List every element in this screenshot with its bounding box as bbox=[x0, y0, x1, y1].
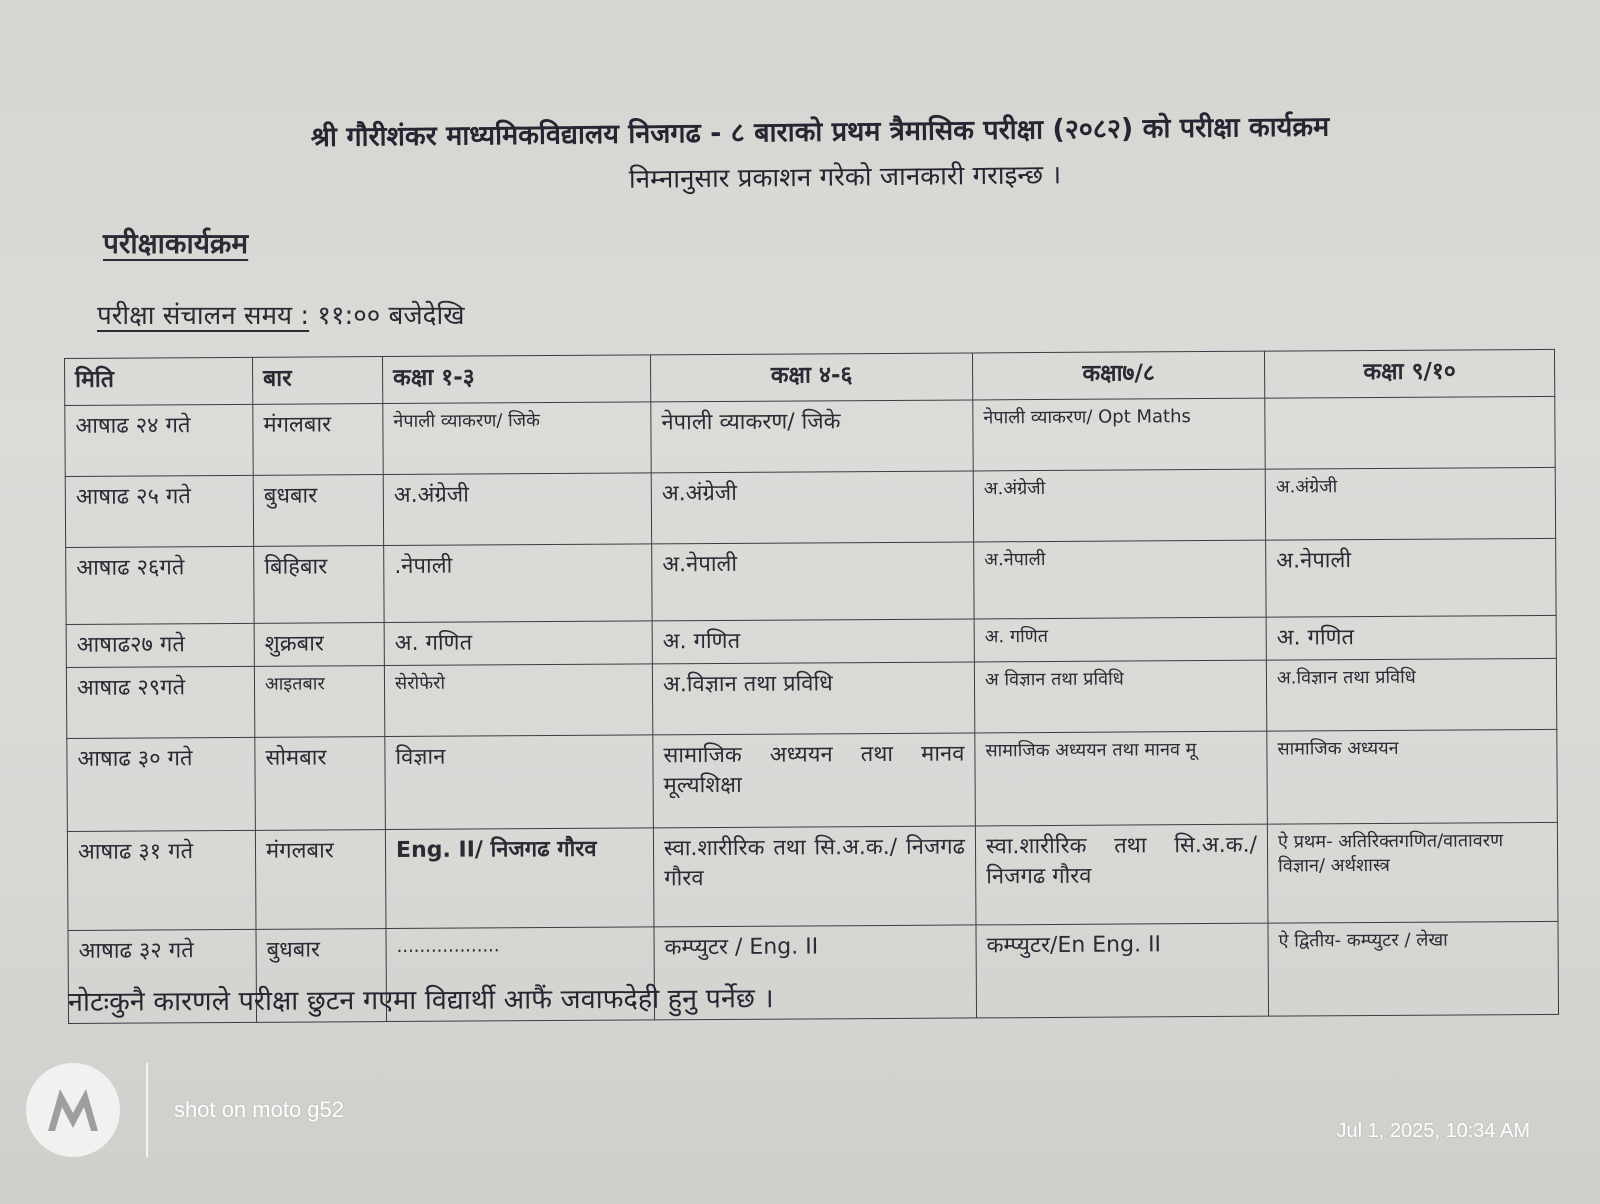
photo-timestamp: Jul 1, 2025, 10:34 AM bbox=[1336, 1120, 1530, 1142]
cell-class-4-6: अ.अंग्रेजी bbox=[651, 471, 973, 544]
cell-class-9-10: सामाजिक अध्ययन bbox=[1267, 729, 1558, 824]
cell-class-9-10: अ. गणित bbox=[1266, 615, 1556, 660]
cell-class-4-6: अ.विज्ञान तथा प्रविधि bbox=[652, 662, 974, 735]
cell-date: आषाढ २४ गते bbox=[65, 404, 253, 476]
table-row bbox=[67, 822, 1558, 930]
cell-day: बुधबार bbox=[253, 475, 383, 547]
header-date: मिति bbox=[65, 357, 253, 405]
cell-class-1-3: सेरोफेरो bbox=[384, 664, 652, 737]
cell-day: आइतबार bbox=[254, 666, 384, 738]
cell-class-9-10: अ.विज्ञान तथा प्रविधि bbox=[1266, 658, 1556, 731]
cell-date: आषाढ २६गते bbox=[66, 546, 254, 624]
cell-class-1-3: विज्ञान bbox=[385, 735, 654, 830]
cell-class-7-8: नेपाली व्याकरण/ Opt Maths bbox=[973, 398, 1265, 471]
cell-day: बिहिबार bbox=[254, 546, 384, 624]
header-class-4-6: कक्षा ४-६ bbox=[650, 353, 972, 402]
table-row bbox=[66, 538, 1556, 624]
cell-class-9-10: अ.नेपाली bbox=[1266, 538, 1556, 617]
cell-class-7-8: अ.अंग्रेजी bbox=[973, 469, 1265, 542]
document-title-line-2: निम्नानुसार प्रकाशन गरेको जानकारी गराइन्छ । bbox=[628, 160, 1062, 195]
cell-class-1-3: अ. गणित bbox=[384, 621, 652, 666]
cell-class-1-3: Eng. II/ निजगढ गौरव bbox=[385, 828, 654, 929]
cell-class-4-6: स्वा.शारीरिक तथा सि.अ.क./ निजगढ गौरव bbox=[653, 826, 976, 927]
footer-note: नोटःकुनै कारणले परीक्षा छुटन गएमा विद्यार्थी आफैं जवाफदेही हुनु पर्नेछ । bbox=[67, 983, 774, 1018]
cell-date: आषाढ ३० गते bbox=[67, 737, 256, 831]
cell-day: सोमबार bbox=[255, 737, 386, 831]
exam-time bbox=[97, 296, 464, 332]
cell-day: शुक्रबार bbox=[254, 623, 384, 667]
table-row bbox=[66, 658, 1556, 738]
table-row bbox=[65, 467, 1555, 547]
cell-class-9-10: ऐ द्वितीय- कम्प्युटर / लेखा bbox=[1268, 921, 1559, 1016]
cell-class-7-8: अ. गणित bbox=[974, 617, 1266, 662]
cell-class-1-3: .................. bbox=[386, 927, 655, 1022]
cell-date: आषाढ २९गते bbox=[66, 666, 254, 738]
exam-time-label: परीक्षा संचालन समय : bbox=[97, 301, 310, 331]
cell-day: बुधबार bbox=[256, 929, 387, 1023]
cell-class-7-8: अ विज्ञान तथा प्रविधि bbox=[974, 660, 1266, 733]
cell-day: मंगलबार bbox=[255, 830, 386, 930]
table-row bbox=[67, 729, 1558, 831]
cell-class-7-8: अ.नेपाली bbox=[974, 540, 1266, 619]
cell-date: आषाढ ३२ गते bbox=[68, 929, 257, 1023]
header-class-9-10: कक्षा ९/१० bbox=[1264, 349, 1554, 398]
cell-class-1-3: .नेपाली bbox=[384, 544, 652, 623]
cell-class-4-6: अ.नेपाली bbox=[652, 542, 974, 621]
cell-class-4-6: अ. गणित bbox=[652, 619, 974, 664]
cell-class-9-10: अ.अंग्रेजी bbox=[1265, 467, 1555, 540]
camera-watermark bbox=[26, 1062, 344, 1158]
cell-class-9-10 bbox=[1265, 396, 1555, 469]
header-class-1-3: कक्षा १-३ bbox=[382, 355, 650, 404]
motorola-logo-icon bbox=[26, 1063, 120, 1157]
cell-class-7-8: कम्प्युटर/En Eng. II bbox=[976, 923, 1269, 1018]
cell-class-1-3: अ.अंग्रेजी bbox=[383, 473, 651, 546]
exam-time-value: ११:०० बजेदेखि bbox=[309, 301, 465, 331]
cell-class-4-6: नेपाली व्याकरण/ जिके bbox=[651, 400, 973, 473]
table-row bbox=[65, 396, 1555, 476]
cell-date: आषाढ२७ गते bbox=[66, 623, 254, 667]
watermark-text: shot on moto g52 bbox=[174, 1097, 345, 1122]
cell-class-4-6: कम्प्युटर / Eng. II bbox=[654, 925, 977, 1020]
cell-class-7-8: स्वा.शारीरिक तथा सि.अ.क./ निजगढ गौरव bbox=[975, 824, 1268, 925]
cell-date: आषाढ २५ गते bbox=[65, 475, 253, 547]
exam-schedule-table bbox=[64, 349, 1559, 1024]
cell-day: मंगलबार bbox=[253, 404, 383, 476]
cell-class-9-10: ऐ प्रथम- अतिरिक्तगणित/वातावरण विज्ञान/ अर्थशास्त्र bbox=[1267, 822, 1558, 923]
cell-date: आषाढ ३१ गते bbox=[67, 830, 256, 930]
document-title-line-1: श्री गौरीशंकर माध्यमिकविद्यालय निजगढ - ८ बाराको प्रथम त्रैमासिक परीक्षा (२०८२) को परीक्षा कार्यक्रम bbox=[310, 111, 1330, 154]
section-heading: परीक्षाकार्यक्रम bbox=[103, 227, 249, 260]
watermark-divider bbox=[146, 1063, 148, 1157]
cell-class-7-8: सामाजिक अध्ययन तथा मानव मू bbox=[975, 731, 1268, 826]
motorola-logo-glyph bbox=[36, 1073, 110, 1147]
header-day: बार bbox=[252, 357, 382, 405]
header-class-7-8: कक्षा७/८ bbox=[972, 351, 1264, 400]
cell-class-1-3: नेपाली व्याकरण/ जिके bbox=[383, 402, 651, 475]
cell-class-4-6: सामाजिक अध्ययन तथा मानव मूल्यशिक्षा bbox=[653, 733, 976, 828]
